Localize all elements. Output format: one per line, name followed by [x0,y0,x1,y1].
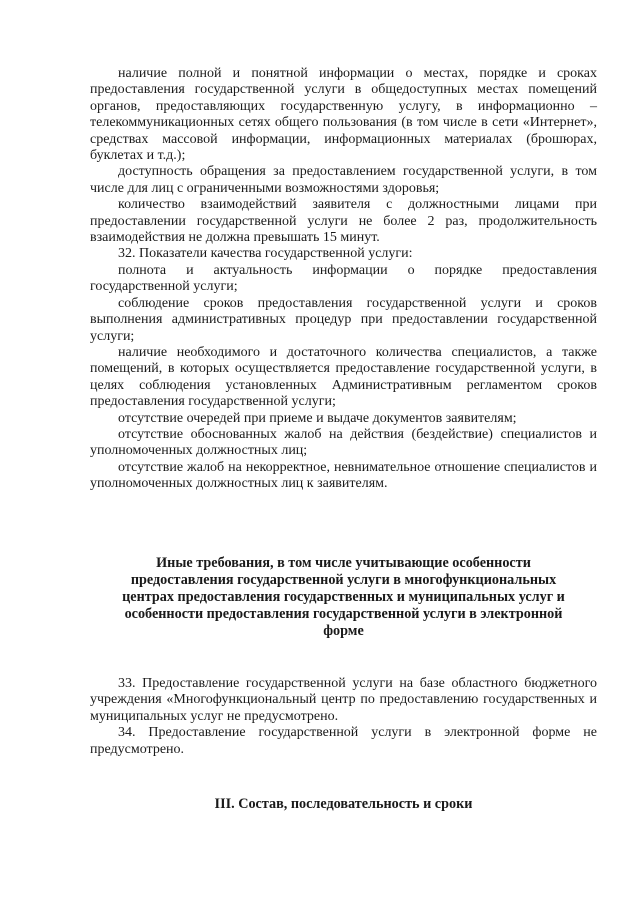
paragraph-interactions: количество взаимодействий заявителя с должностными лицами при предоставлении государственной услуги не более 2 раз, продолжительность взаимодействия не должна превышать 15 минут. [90,197,597,246]
paragraph-33: 33. Предоставление государственной услуги на базе областного бюджетного учреждения «Многофункциональный центр по предоставлению государственных и муниципальных услуг не предусмотрено. [90,676,597,724]
section-heading [90,555,597,640]
paragraph-34: 34. Предоставление государственной услуги в электронной форме не предусмотрено. [90,725,597,757]
heading-line: особенности предоставления государственной услуги в электронной [124,606,563,622]
requirements-text [90,66,597,493]
heading-line: Иные требования, в том числе учитывающие особенности [156,555,531,571]
paragraph-accessibility: доступность обращения за предоставлением государственной услуги, в том числе для лиц с ограниченными возможностями здоровья; [90,164,597,196]
paragraph-deadlines: соблюдение сроков предоставления государственной услуги и сроков выполнения административных процедур при предоставлении государственной услуги; [90,295,597,344]
paragraph-info-availability: наличие полной и понятной информации о местах, порядке и сроках предоставления государственной услуги в общедоступных местах помещений органов, предоставляющих государственную услугу, в информационно – телекоммуникационных сетях общего пользования (в том числе в сети «Интернет», средствах массовой информации, информационных материалах (брошюрах, буклетах и т.д.); [90,66,597,164]
paragraph-no-queues: отсутствие очередей при приеме и выдаче документов заявителям; [118,410,517,426]
paragraph-no-complaints: отсутствие обоснованных жалоб на действия (бездействие) специалистов и уполномоченных должностных лиц; [90,426,597,459]
mfc-text [90,676,597,758]
heading-line: форме [323,623,364,639]
heading-line: предоставления государственной услуги в многофункциональных [130,572,557,588]
paragraph-completeness: полнота и актуальность информации о порядке предоставления государственной услуги; [90,262,597,295]
chapter-title: III. Состав, последовательность и сроки [214,796,473,812]
paragraph-specialists: наличие необходимого и достаточного количества специалистов, а также помещений, в которых осуществляется предоставление государственной услуги, в целях соблюдения установленных Административным регламентом сроков предоставления государственной услуги; [90,344,597,410]
paragraph-no-improper-treatment: отсутствие жалоб на некорректное, невнимательное отношение специалистов и уполномоченных должностных лиц к заявителям. [90,459,597,492]
paragraph-quality-indicators: 32. Показатели качества государственной услуги: [118,246,413,262]
heading-line: центрах предоставления государственных и муниципальных услуг и [122,589,565,605]
